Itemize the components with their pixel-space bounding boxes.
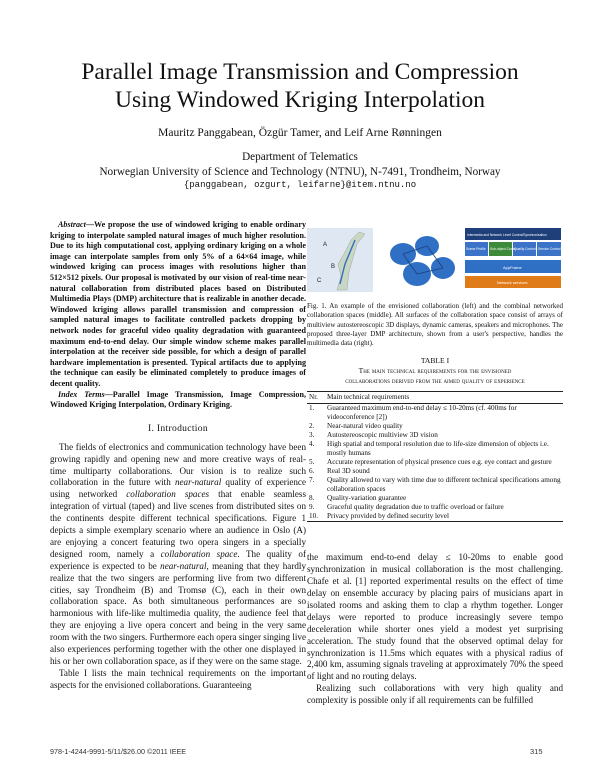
map-label-a: A [323, 242, 328, 248]
row-nr: 5. [309, 458, 315, 467]
intro-text: quality of experience using networked [50, 477, 306, 500]
row-text: Real 3D sound [327, 467, 370, 476]
figure-1-graphic [307, 224, 563, 296]
intro-emphasis: collaboration space [160, 548, 238, 559]
right-paragraph-2: Realizing such collaborations with very high quality and complexity is possible only if all requirements can be fulfilled [307, 683, 563, 706]
row-nr: 2. [309, 422, 315, 431]
table-row [307, 404, 563, 423]
dmp-scene-label: Scene Profile [466, 247, 486, 251]
table-row [307, 512, 563, 522]
figure-1-caption: Fig. 1. An example of the envisioned collaboration (left) and the combinal networked collaboration spaces (middle). All surfaces of the collaboration space consist of arrays of multiview autostereoscopic 3D displays, dynamic cameras, speakers and microphones. The proposed three-layer DMP architecture, shown from a user's perspective, handles the multimedia data (right). [307, 302, 563, 348]
index-terms [50, 390, 306, 411]
department: Department of Telematics [242, 151, 358, 163]
affiliation [0, 150, 600, 179]
dmp-network-label: Network services [497, 280, 528, 285]
row-nr: 8. [309, 494, 315, 503]
abstract-label: Abstract [58, 220, 86, 229]
row-nr: 9. [309, 503, 315, 512]
abstract [50, 220, 306, 390]
row-nr: 7. [309, 476, 315, 485]
collaboration-spaces [390, 236, 455, 286]
left-column [50, 220, 306, 692]
dmp-service-label: Service Control [538, 247, 561, 251]
index-terms-text: —Parallel Image Transmission, Image Compression, Windowed Kriging Interpolation, Ordinary Kriging. [50, 389, 306, 410]
authors: Mauritz Panggabean, Özgür Tamer, and Leif Arne Rønningen [158, 127, 442, 139]
table-row [307, 458, 563, 467]
table-caption-line: collaborations derived from the aimed quality of experience [345, 375, 525, 385]
table-row [307, 503, 563, 512]
row-text: Quality-variation guarantee [327, 494, 407, 503]
intro-text: that enable seamless integration of virtual (taped) and live scenes from distributed sites on the continents despite different technical specifications. Figure 1 depicts a simple exemplary scenario where an audience in Oslo (A) are enjoying a concert featuring two opera singers in a specially designed room, namely a [50, 489, 307, 559]
row-nr: 6. [309, 467, 315, 476]
row-nr: 4. [309, 440, 315, 449]
intro-text: , meaning that they hardly realize that the two singers are performing live from two different cities, say Trondheim (B) and Tromsø (C), each in their own collaboration space. As both simultaneous performances are so harmonious with life-like multimedia quality, the audience feel that they are enjoying a live opera concert and being in the very same room with the two singers. Furthermore each opera singer singing live also experiences performing together with the other one displayed in his or her own collaboration space, as if they were on the same stage. [50, 560, 306, 666]
row-text: Graceful quality degradation due to traffic overload or failure [327, 503, 504, 512]
row-nr: 1. [309, 404, 315, 413]
table-label: TABLE I [420, 356, 450, 366]
right-paragraph-1: the maximum end-to-end delay ≤ 10-20ms to enable good synchronization in musical collaboration is the most challenging. Chafe et al. [1] reported experimental results on the effect of time delay on ensemble accuracy by placing pairs of musicians apart in isolated rooms and asking them to clap a rhythm together. Longer delays were reported to produce increasingly severe tempo deceleration while shorter ones yield a modest yet surprising acceleration. The study found that the observed optimal delay for synchronization is 11.5ms which equates with a physical radius of 2,400 km, assuming signals traveling at approximately 70% the speed of light and no routing delays. [307, 552, 563, 682]
table-row [307, 494, 563, 503]
table-1-title [307, 356, 563, 385]
row-text: Near-natural video quality [327, 422, 403, 431]
table-row [307, 431, 563, 440]
dmp-quality-label: Quality Control [514, 247, 536, 251]
title-line-1: Parallel Image Transmission and Compression [81, 59, 519, 85]
intro-text: The fields of electronics and communication technology have been growing rapidly and opening new and more creative ways of real-time multiparty collaborations. Our vision is to realize such collaboration in the future with [50, 441, 306, 488]
row-text: Accurate representation of physical presence cues e.g. eye contact and gesture [327, 458, 552, 467]
dmp-box-sync-label: Intermedia and Network Level Control/Synchronisation [467, 233, 547, 237]
row-text: High spatial and temporal resolution due to life-size dimension of objects i.e. mostly humans [327, 440, 549, 458]
row-text: Guaranteed maximum end-to-end delay ≤ 10-20ms (cf. 400ms for videoconference [2]) [327, 404, 517, 422]
requirements-table [307, 391, 563, 522]
intro-paragraph-2: Table I lists the main technical requirements on the important aspects for the envisioned collaborations. Guaranteeing [50, 667, 306, 690]
figure-1 [307, 224, 563, 296]
row-text: Autostereoscopic multiview 3D vision [327, 431, 438, 440]
university: Norwegian University of Science and Technology (NTNU), N-7491, Trondheim, Norway [99, 165, 501, 178]
intro-emphasis: collaboration spaces [126, 489, 210, 500]
row-text: Privacy provided by defined security level [327, 512, 563, 522]
page-number: 315 [530, 747, 543, 756]
header-requirements: Main technical requirements [327, 392, 563, 404]
intro-paragraph-1 [50, 442, 306, 668]
right-column [307, 220, 563, 707]
table-row [307, 440, 563, 458]
map-label-c: C [317, 278, 322, 284]
map-label-b: B [331, 264, 336, 270]
intro-text: . The quality of experience is expected to be [50, 548, 306, 571]
row-nr: 10. [307, 512, 327, 522]
table-row [307, 467, 563, 476]
table-caption-line: The main technical requirements for the envisioned [358, 366, 512, 376]
row-text: Quality allowed to vary with time due to different technical specifications among collaboration spaces [327, 476, 561, 494]
footer-copyright: 978-1-4244-9991-5/11/$26.00 ©2011 IEEE [50, 747, 187, 756]
row-nr: 3. [309, 431, 315, 440]
table-header-row [307, 392, 563, 404]
dmp-codec-label: Sub-object Codec [490, 247, 517, 251]
abstract-text: —We propose the use of windowed kriging to enable ordinary kriging to interpolate sampled natural images of much higher resolution. Due to its high computational cost, applying ordinary kriging on a whole image can interpolate samples from only 5% of a 64×64 image, while windowed kriging can process images with resolutions higher than 512×512 pixels. Our proposal is motivated by our vision of real-time near-natural collaboration from distributed places based on Distributed Multimedia Plays (DMP) architecture that is realizable in another decade. Windowed kriging allows parallel transmission and compression of sampled natural images to facilitate controlled packets dropping by network nodes for graceful video quality degradation with guaranteed maximum end-to-end delay. Our simple window scheme makes parallel interpolation at the receiver side possible, for which a design of parallel hardware implementation is presented. Typical artifacts due to applying the technique can easily be eliminated completely to produce images of decent quality. [50, 220, 306, 388]
table-row [307, 422, 563, 431]
paper-title [0, 58, 600, 114]
header-nr: Nr. [307, 392, 327, 404]
intro-emphasis: near-natural [160, 560, 207, 571]
table-row [307, 476, 563, 494]
section-heading-introduction: I. Introduction [148, 422, 208, 434]
intro-emphasis: near-natural [174, 477, 222, 488]
index-terms-label: Index Terms [58, 389, 105, 399]
author-emails: {panggabean, ozgurt, leifarne}@item.ntnu.no [183, 180, 417, 190]
title-line-2: Using Windowed Kriging Interpolation [115, 87, 485, 113]
dmp-appframe-label: AppFrame [503, 265, 522, 270]
